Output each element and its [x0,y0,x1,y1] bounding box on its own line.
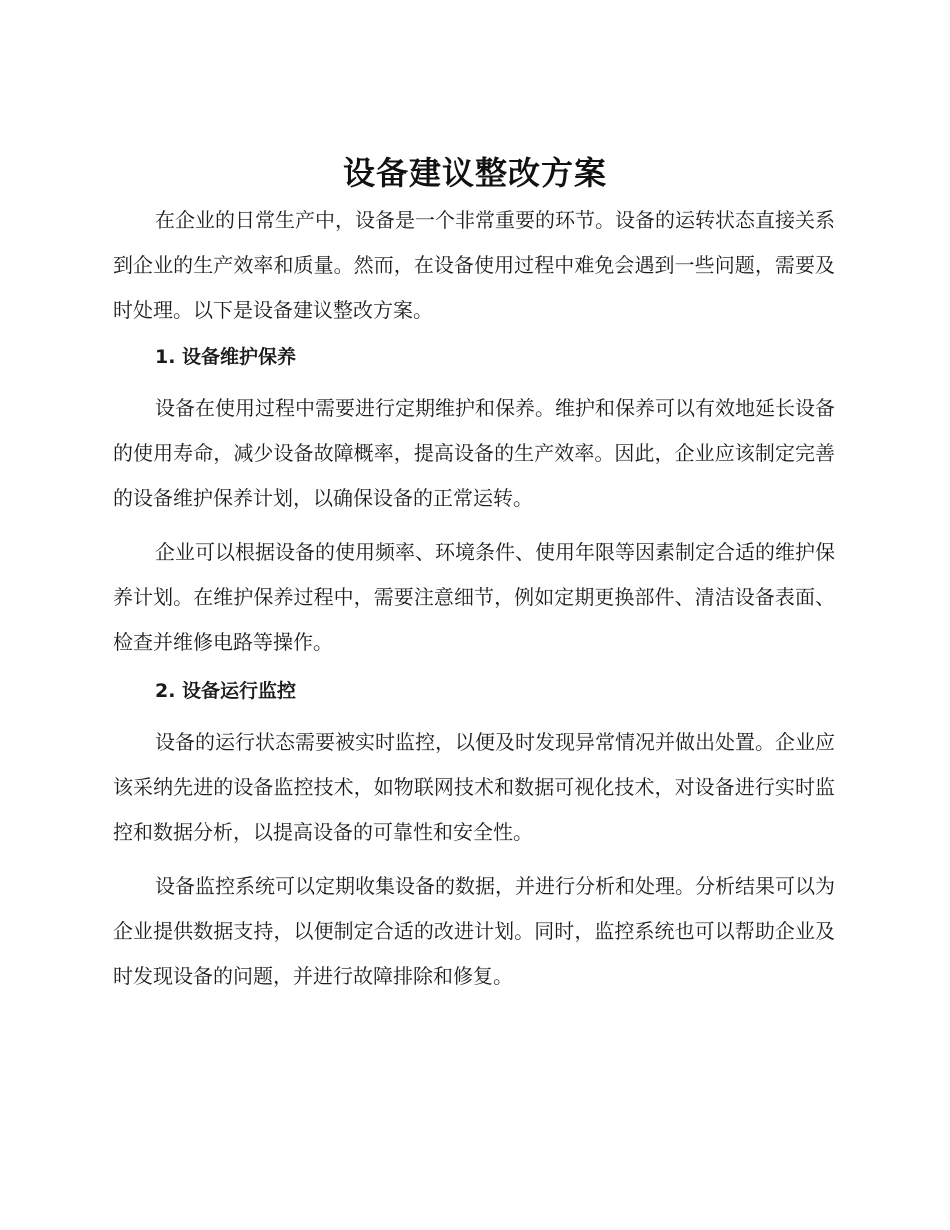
section-heading-monitoring: 2. 设备运行监控 [155,680,297,702]
section-heading-maintenance: 1. 设备维护保养 [155,346,297,368]
monitoring-paragraph-2: 设备监控系统可以定期收集设备的数据，并进行分析和处理。分析结果可以为企业提供数据支持，以便制定合适的改进计划。同时，监控系统也可以帮助企业及时发现设备的问题，并进行故障排除和修复。 [113,874,835,988]
maintenance-paragraph-2: 企业可以根据设备的使用频率、环境条件、使用年限等因素制定合适的维护保养计划。在维护保养过程中，需要注意细节，例如定期更换部件、清洁设备表面、检查并维修电路等操作。 [113,540,835,654]
monitoring-paragraph-1: 设备的运行状态需要被实时监控，以便及时发现异常情况并做出处置。企业应该采纳先进的设备监控技术，如物联网技术和数据可视化技术，对设备进行实时监控和数据分析，以提高设备的可靠性和安全性。 [113,730,835,844]
maintenance-paragraph-1: 设备在使用过程中需要进行定期维护和保养。维护和保养可以有效地延长设备的使用寿命，减少设备故障概率，提高设备的生产效率。因此，企业应该制定完善的设备维护保养计划，以确保设备的正常运转。 [113,396,835,510]
document-title: 设备建议整改方案 [342,154,607,192]
intro-paragraph: 在企业的日常生产中，设备是一个非常重要的环节。设备的运转状态直接关系到企业的生产效率和质量。然而，在设备使用过程中难免会遇到一些问题，需要及时处理。以下是设备建议整改方案。 [113,208,835,322]
